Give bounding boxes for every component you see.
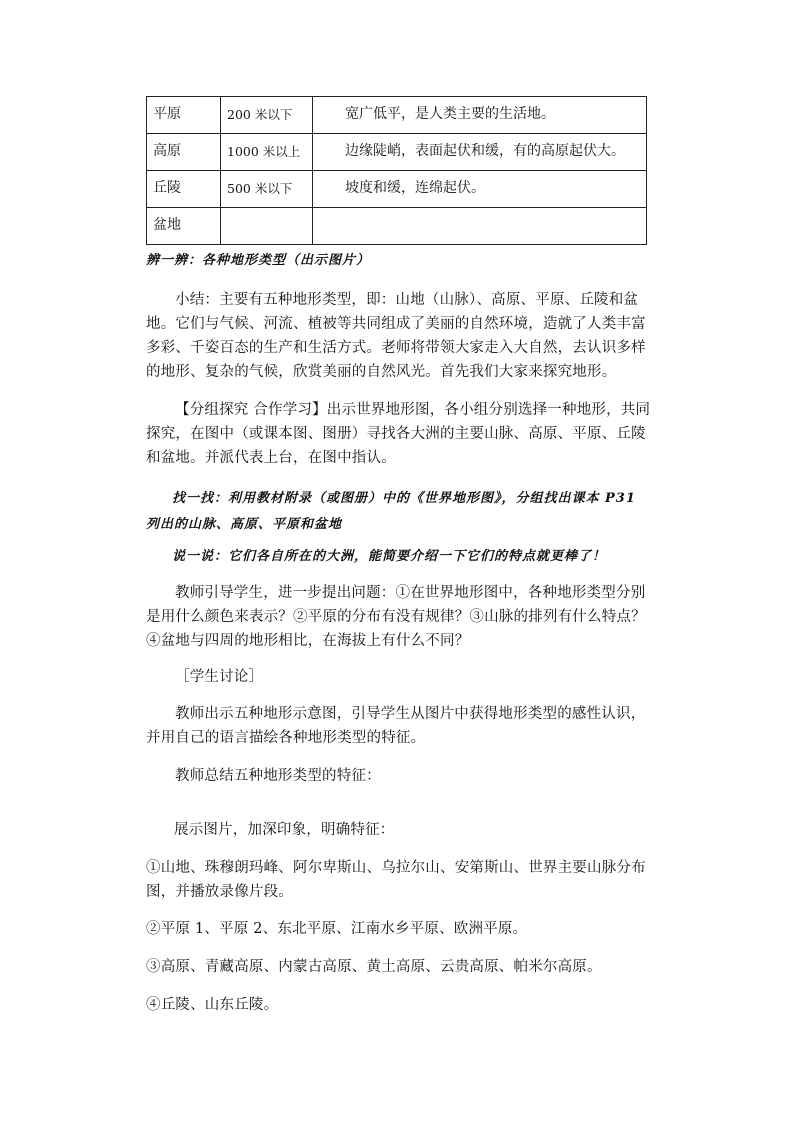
list-item-hill: ④丘陵、山东丘陵。 xyxy=(146,997,279,1013)
landform-name: 丘陵 xyxy=(147,171,221,208)
bianyibian-heading: 辨一辨：各种地形类型（出示图片） xyxy=(146,253,371,268)
landform-feature: 坡度和缓，连绵起伏。 xyxy=(313,171,647,208)
student-discuss-label: ［学生讨论］ xyxy=(175,669,264,685)
landform-feature: 宽广低平，是人类主要的生活地。 xyxy=(313,97,647,134)
zhaoyizhao-task: 找一找：利用教材附录（或图册）中的《世界地形图》，分组找出课本 P31 列出的山脉、高原、平原和盆地 xyxy=(146,491,636,532)
shuoyishuo-task: 说一说：它们各自所在的大洲，能简要介绍一下它们的特点就更棒了！ xyxy=(172,549,607,564)
landform-name: 盆地 xyxy=(147,208,221,245)
landform-altitude: 1000 米以上 xyxy=(221,134,313,171)
list-item-plateau: ③高原、青藏高原、内蒙古高原、黄土高原、云贵高原、帕米尔高原。 xyxy=(146,959,602,975)
show-pictures-line: 展示图片，加深印象，明确特征： xyxy=(174,822,395,838)
teacher-guide-paragraph: 教师引导学生，进一步提出问题：①在世界地形图中，各种地形类型分别是用什么颜色来表示？②平原的分布有没有规律？③山脉的排列有什么特点？④盆地与四周的地形相比，在海拔上有什么不同？ xyxy=(146,585,646,649)
landform-feature xyxy=(313,208,647,245)
teacher-summary-line: 教师总结五种地形类型的特征： xyxy=(175,768,381,784)
landform-table xyxy=(146,96,647,245)
landform-altitude xyxy=(221,208,313,245)
landform-feature: 边缘陡峭，表面起伏和缓，有的高原起伏大。 xyxy=(313,134,647,171)
table-row xyxy=(147,171,647,208)
table-row xyxy=(147,134,647,171)
landform-name: 高原 xyxy=(147,134,221,171)
table-row xyxy=(147,97,647,134)
landform-name: 平原 xyxy=(147,97,221,134)
list-item-mountain: ①山地、珠穆朗玛峰、阿尔卑斯山、乌拉尔山、安第斯山、世界主要山脉分布图，并播放录像片段。 xyxy=(146,860,646,900)
teacher-show-paragraph: 教师出示五种地形示意图，引导学生从图片中获得地形类型的感性认识，并用自己的语言描绘各种地形类型的特征。 xyxy=(146,706,646,746)
summary-paragraph: 小结：主要有五种地形类型，即：山地（山脉）、高原、平原、丘陵和盆地。它们与气候、河流、植被等共同组成了美丽的自然环境，造就了人类丰富多彩、千姿百态的生产和生活方式。老师将带领大家走入大自然，去认识多样的地形、复杂的气候，欣赏美丽的自然风光。首先我们大家来探究地形。 xyxy=(146,292,646,380)
table-row xyxy=(147,208,647,245)
group-explore-paragraph: 【分组探究 合作学习】出示世界地形图，各小组分别选择一种地形，共同探究，在图中（或课本图、图册）寻找各大洲的主要山脉、高原、平原、丘陵和盆地。并派代表上台，在图中指认。 xyxy=(146,402,651,466)
landform-altitude: 200 米以下 xyxy=(221,97,313,134)
list-item-plain: ②平原 1、平原 2、东北平原、江南水乡平原、欧洲平原。 xyxy=(146,921,528,937)
landform-altitude: 500 米以下 xyxy=(221,171,313,208)
